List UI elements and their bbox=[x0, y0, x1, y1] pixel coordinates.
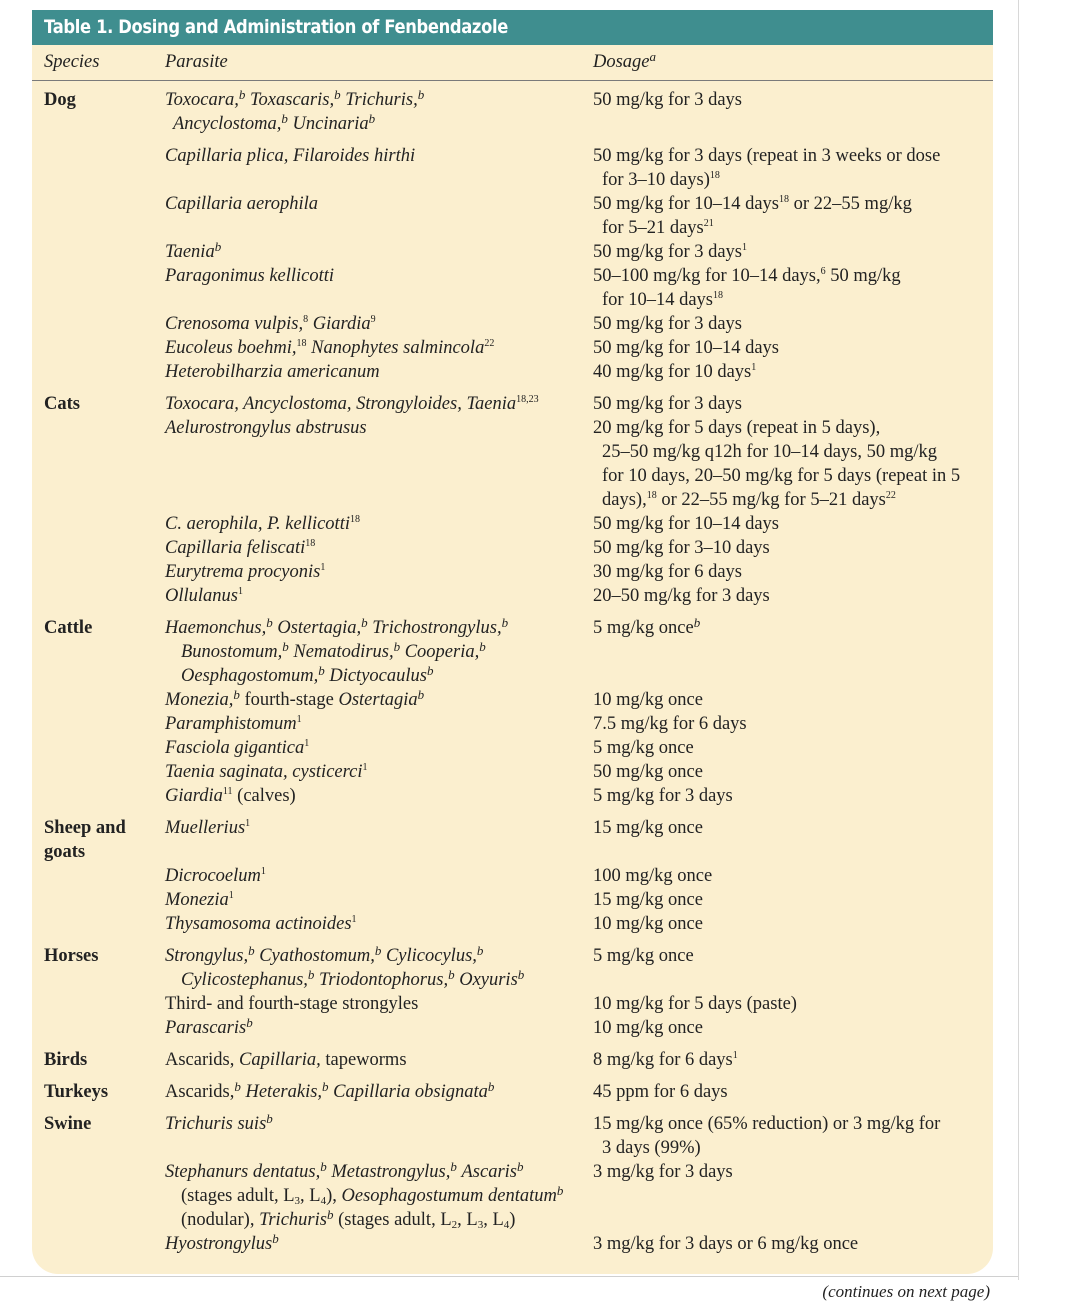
header-parasite: Parasite bbox=[165, 52, 228, 72]
parasite-cell: Ascarids, Capillaria, tapeworms bbox=[165, 1050, 407, 1070]
species-cats: Cats bbox=[44, 394, 80, 414]
dosage-cell: 5 mg/kg once$^b$ bbox=[593, 615, 701, 638]
parasite-cell: Taenia$^b$ bbox=[165, 239, 222, 262]
dosage-cell: days),$^{18}$ or 22–55 mg/kg for 5–21 days$^{22}$ bbox=[602, 490, 896, 510]
dosage-cell: 50 mg/kg for 3–10 days bbox=[593, 538, 770, 558]
dosage-cell: 50 mg/kg for 3 days (repeat in 3 weeks or dose bbox=[593, 146, 941, 166]
dosage-cell: 50 mg/kg for 3 days bbox=[593, 314, 743, 334]
dosage-cell: 10 mg/kg for 5 days (paste) bbox=[593, 994, 797, 1014]
dosage-cell: 50–100 mg/kg for 10–14 days,$^6$ 50 mg/kg bbox=[593, 266, 901, 286]
parasite-cell: Haemonchus,$^b$ Ostertagia,$^b$ Trichostrongylus,$^b$ bbox=[165, 615, 509, 638]
dosage-cell: 50 mg/kg for 10–14 days bbox=[593, 338, 780, 358]
parasite-cell: Capillaria aerophila bbox=[165, 194, 318, 214]
dosage-cell: 3 days (99%) bbox=[602, 1138, 701, 1158]
parasite-cell: Toxocara,$^b$ Toxascaris,$^b$ Trichuris,$^b$ bbox=[165, 87, 425, 110]
species-horses: Horses bbox=[44, 946, 99, 966]
dosage-cell: for 5–21 days$^{21}$ bbox=[602, 218, 714, 238]
dosage-cell: 20–50 mg/kg for 3 days bbox=[593, 586, 770, 606]
parasite-cell: (stages adult, $L_3$, $L_4$), Oesophagostumum dentatum$^b$ bbox=[181, 1183, 564, 1207]
page-side-rule bbox=[1018, 0, 1019, 1280]
species-cattle: Cattle bbox=[44, 618, 93, 638]
parasite-cell: Trichuris suis$^b$ bbox=[165, 1111, 273, 1134]
parasite-cell: Toxocara, Ancyclostoma, Strongyloides, Taenia$^{18,23}$ bbox=[165, 394, 539, 414]
table-title: Table 1. Dosing and Administration of Fenbendazole bbox=[44, 16, 508, 38]
dosage-cell: 7.5 mg/kg for 6 days bbox=[593, 714, 747, 734]
dosage-cell: 15 mg/kg once (65% reduction) or 3 mg/kg for bbox=[593, 1114, 941, 1134]
continues-note: (continues on next page) bbox=[822, 1282, 990, 1301]
footnote-a: a bbox=[649, 49, 657, 64]
header-dosage bbox=[593, 50, 656, 74]
parasite-cell: Capillaria plica, Filaroides hirthi bbox=[165, 146, 416, 166]
page-bottom-rule bbox=[0, 1276, 1018, 1277]
species-sheep-goats-2: goats bbox=[44, 842, 86, 862]
parasite-cell: Strongylus,$^b$ Cyathostomum,$^b$ Cylicocylus,$^b$ bbox=[165, 943, 484, 966]
dosage-cell: 10 mg/kg once bbox=[593, 690, 703, 710]
parasite-cell: Ascarids,$^b$ Heterakis,$^b$ Capillaria obsignata$^b$ bbox=[165, 1079, 495, 1102]
parasite-cell: C. aerophila, P. kellicotti$^{18}$ bbox=[165, 514, 360, 534]
parasite-cell: Capillaria feliscati$^{18}$ bbox=[165, 538, 316, 558]
parasite-cell: Heterobilharzia americanum bbox=[165, 362, 380, 382]
dosage-cell: 50 mg/kg for 3 days bbox=[593, 394, 743, 414]
header-dosage-label: Dosage bbox=[593, 52, 650, 72]
dosage-cell: for 10–14 days$^{18}$ bbox=[602, 290, 723, 310]
parasite-cell: (nodular), Trichuris$^b$ (stages adult, $L_2$, $L_3$, $L_4$) bbox=[181, 1207, 516, 1231]
header-rule bbox=[32, 80, 993, 81]
dosage-cell: 40 mg/kg for 10 days$^1$ bbox=[593, 362, 757, 382]
dosage-cell: 5 mg/kg once bbox=[593, 738, 694, 758]
species-swine: Swine bbox=[44, 1114, 92, 1134]
dosage-cell: 5 mg/kg for 3 days bbox=[593, 786, 733, 806]
dosage-cell: 10 mg/kg once bbox=[593, 914, 703, 934]
parasite-cell: Paramphistomum$^1$ bbox=[165, 714, 302, 734]
parasite-cell: Monezia,$^b$ fourth-stage Ostertagia$^b$ bbox=[165, 687, 425, 710]
parasite-cell: Hyostrongylus$^b$ bbox=[165, 1231, 279, 1254]
parasite-cell: Bunostomum,$^b$ Nematodirus,$^b$ Cooperia,$^b$ bbox=[181, 639, 486, 662]
parasite-cell: Oesphagostomum,$^b$ Dictyocaulus$^b$ bbox=[181, 663, 434, 686]
dosage-cell: 8 mg/kg for 6 days$^1$ bbox=[593, 1050, 738, 1070]
dosage-cell: 45 ppm for 6 days bbox=[593, 1082, 728, 1102]
parasite-cell: Monezia$^1$ bbox=[165, 890, 234, 910]
dosage-cell: 5 mg/kg once bbox=[593, 946, 694, 966]
dosage-cell: 15 mg/kg once bbox=[593, 890, 703, 910]
dosage-cell: 30 mg/kg for 6 days bbox=[593, 562, 743, 582]
dosage-cell: 3 mg/kg for 3 days bbox=[593, 1162, 733, 1182]
parasite-cell: Fasciola gigantica$^1$ bbox=[165, 738, 310, 758]
species-birds: Birds bbox=[44, 1050, 88, 1070]
dosage-cell: for 10 days, 20–50 mg/kg for 5 days (repeat in 5 bbox=[602, 466, 961, 486]
dosage-cell: 100 mg/kg once bbox=[593, 866, 713, 886]
parasite-cell: Cylicostephanus,$^b$ Triodontophorus,$^b$ Oxyuris$^b$ bbox=[181, 967, 525, 990]
parasite-cell: Paragonimus kellicotti bbox=[165, 266, 335, 286]
dosage-cell: 20 mg/kg for 5 days (repeat in 5 days), bbox=[593, 418, 881, 438]
dosage-cell: 50 mg/kg for 3 days$^1$ bbox=[593, 242, 748, 262]
parasite-cell: Dicrocoelum$^1$ bbox=[165, 866, 266, 886]
dosage-cell: for 3–10 days)$^{18}$ bbox=[602, 170, 720, 190]
dosage-cell: 50 mg/kg once bbox=[593, 762, 703, 782]
dosage-cell: 10 mg/kg once bbox=[593, 1018, 703, 1038]
dosage-cell: 50 mg/kg for 3 days bbox=[593, 90, 743, 110]
parasite-cell: Parascaris$^b$ bbox=[165, 1015, 253, 1038]
parasite-cell: Ollulanus$^1$ bbox=[165, 586, 243, 606]
species-dog: Dog bbox=[44, 90, 76, 110]
dosage-cell: 50 mg/kg for 10–14 days$^{18}$ or 22–55 mg/kg bbox=[593, 194, 912, 214]
parasite-cell: Aelurostrongylus abstrusus bbox=[165, 418, 367, 438]
header-species: Species bbox=[44, 52, 100, 72]
parasite-cell: Stephanurs dentatus,$^b$ Metastrongylus,$^b$ Ascaris$^b$ bbox=[165, 1159, 524, 1182]
parasite-cell: Eucoleus boehmi,$^{18}$ Nanophytes salmincola$^{22}$ bbox=[165, 338, 495, 358]
dosage-cell: 50 mg/kg for 10–14 days bbox=[593, 514, 780, 534]
parasite-cell: Ancyclostoma,$^b$ Uncinaria$^b$ bbox=[173, 111, 376, 134]
dosage-cell: 15 mg/kg once bbox=[593, 818, 703, 838]
parasite-cell: Thysamosoma actinoides$^1$ bbox=[165, 914, 357, 934]
parasite-cell: Crenosoma vulpis,$^8$ Giardia$^9$ bbox=[165, 314, 376, 334]
dosage-cell: 3 mg/kg for 3 days or 6 mg/kg once bbox=[593, 1234, 859, 1254]
dosage-cell: 25–50 mg/kg q12h for 10–14 days, 50 mg/kg bbox=[602, 442, 938, 462]
parasite-cell: Muellerius$^1$ bbox=[165, 818, 251, 838]
species-sheep-goats: Sheep and bbox=[44, 818, 126, 838]
parasite-cell: Eurytrema procyonis$^1$ bbox=[165, 562, 326, 582]
parasite-cell: Giardia$^{11}$ (calves) bbox=[165, 786, 296, 806]
table-title-bar bbox=[32, 10, 993, 45]
parasite-cell: Taenia saginata, cysticerci$^1$ bbox=[165, 762, 368, 782]
species-turkeys: Turkeys bbox=[44, 1082, 109, 1102]
parasite-cell: Third- and fourth-stage strongyles bbox=[165, 994, 419, 1014]
